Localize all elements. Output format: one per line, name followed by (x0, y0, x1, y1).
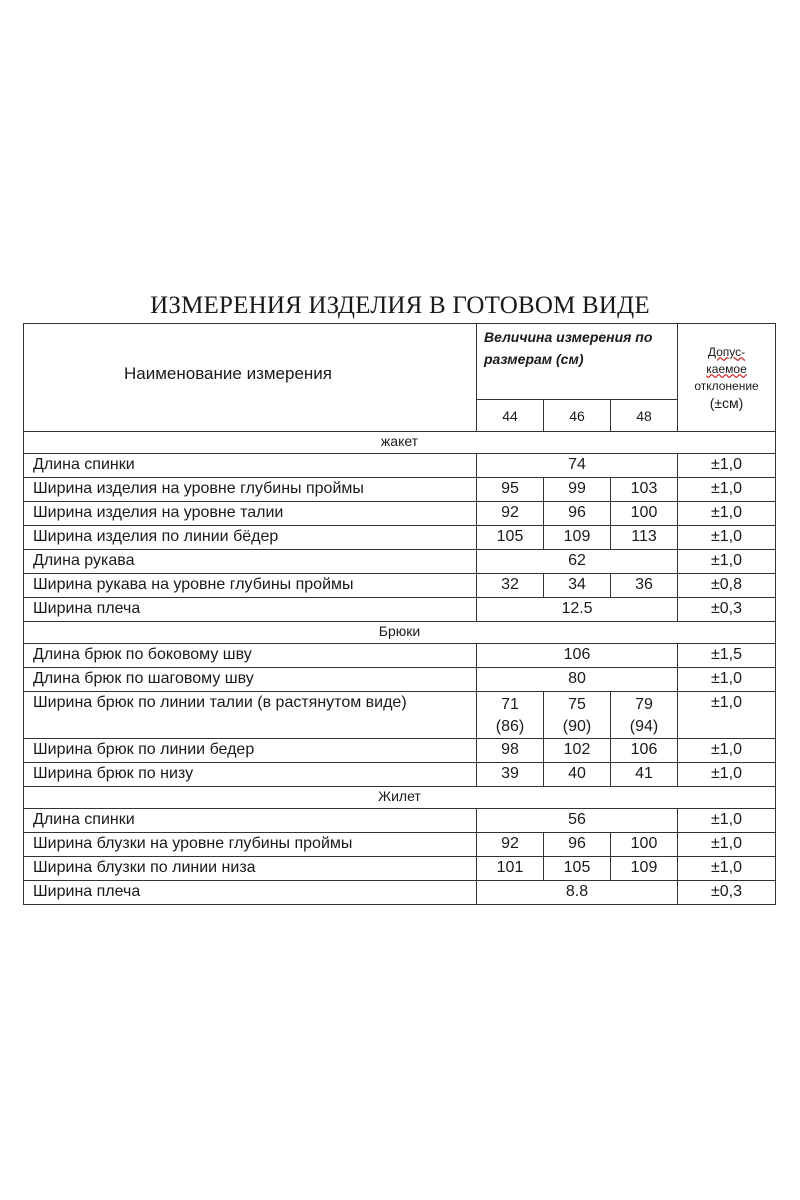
row-value-48: 106 (611, 739, 678, 763)
row-name: Ширина брюк по линии талии (в растянутом виде) (24, 692, 477, 739)
section-row (24, 432, 776, 454)
row-value-48: 103 (611, 478, 678, 502)
header-tol-line2: каемое (706, 361, 747, 376)
row-tolerance: ±1,0 (678, 857, 776, 881)
row-value-46: 109 (544, 526, 611, 550)
header-size-label: Величина измерения по размерам (см) (477, 324, 678, 400)
row-value-44: 92 (477, 502, 544, 526)
table-row (24, 668, 776, 692)
row-name: Ширина блузки на уровне глубины проймы (24, 833, 477, 857)
section-row (24, 622, 776, 644)
row-name: Длина брюк по шаговому шву (24, 668, 477, 692)
table-row (24, 644, 776, 668)
row-tolerance: ±1,0 (678, 833, 776, 857)
row-value-46: 34 (544, 574, 611, 598)
row-value-48: 41 (611, 763, 678, 787)
row-tolerance: ±0,3 (678, 598, 776, 622)
row-name: Ширина блузки по линии низа (24, 857, 477, 881)
row-tolerance: ±1,0 (678, 526, 776, 550)
section-vest-title: Жилет (24, 787, 776, 809)
table-row (24, 502, 776, 526)
header-tol-line3: отклонение (694, 378, 759, 393)
value-46-primary: 75 (568, 696, 586, 713)
header-row (24, 324, 776, 400)
value-44-stretched: (86) (495, 718, 525, 735)
row-tolerance: ±1,0 (678, 502, 776, 526)
section-jacket-title: жакет (24, 432, 776, 454)
row-name: Ширина плеча (24, 598, 477, 622)
row-value-44: 98 (477, 739, 544, 763)
header-name-cell (24, 324, 477, 432)
row-value-all: 62 (477, 550, 678, 574)
row-value-all: 80 (477, 668, 678, 692)
row-tolerance: ±1,0 (678, 550, 776, 574)
table-row (24, 739, 776, 763)
row-tolerance: ±1,0 (678, 454, 776, 478)
row-tolerance: ±0,3 (678, 881, 776, 905)
table-row (24, 478, 776, 502)
size-46-header: 46 (544, 400, 611, 432)
row-name: Ширина рукава на уровне глубины проймы (24, 574, 477, 598)
row-value-all: 56 (477, 809, 678, 833)
row-value-44: 105 (477, 526, 544, 550)
row-value-46: 102 (544, 739, 611, 763)
row-value-48: 109 (611, 857, 678, 881)
row-value-48: 100 (611, 502, 678, 526)
row-tolerance: ±0,8 (678, 574, 776, 598)
row-value-48 (611, 692, 678, 739)
row-value-all: 12.5 (477, 598, 678, 622)
row-value-44: 92 (477, 833, 544, 857)
header-tol-line1: Допус- (707, 344, 746, 359)
row-value-46: 99 (544, 478, 611, 502)
row-value-48: 100 (611, 833, 678, 857)
row-value-all: 74 (477, 454, 678, 478)
value-44-primary: 71 (501, 696, 519, 713)
row-value-all: 8.8 (477, 881, 678, 905)
row-name: Ширина плеча (24, 881, 477, 905)
row-name: Длина спинки (24, 454, 477, 478)
table-row (24, 763, 776, 787)
table-row (24, 881, 776, 905)
size-48-header: 48 (611, 400, 678, 432)
row-name: Ширина изделия на уровне талии (24, 502, 477, 526)
value-48-stretched: (94) (629, 718, 659, 735)
row-value-44: 32 (477, 574, 544, 598)
table-row (24, 598, 776, 622)
table-row (24, 454, 776, 478)
header-name-label: Наименование измерения (124, 363, 333, 383)
row-value-48: 36 (611, 574, 678, 598)
row-name: Ширина изделия по линии бёдер (24, 526, 477, 550)
row-value-44: 101 (477, 857, 544, 881)
row-name: Длина рукава (24, 550, 477, 574)
row-name: Длина спинки (24, 809, 477, 833)
table-row (24, 809, 776, 833)
row-name: Ширина изделия на уровне глубины проймы (24, 478, 477, 502)
row-value-46 (544, 692, 611, 739)
row-tolerance: ±1,5 (678, 644, 776, 668)
table-row (24, 857, 776, 881)
row-value-all: 106 (477, 644, 678, 668)
row-name: Длина брюк по боковому шву (24, 644, 477, 668)
header-tol-line4: (±см) (709, 394, 744, 411)
section-row (24, 787, 776, 809)
row-value-44 (477, 692, 544, 739)
size-44-header: 44 (477, 400, 544, 432)
value-48-primary: 79 (635, 696, 653, 713)
row-value-48: 113 (611, 526, 678, 550)
row-value-46: 96 (544, 502, 611, 526)
row-name: Ширина брюк по линии бедер (24, 739, 477, 763)
row-tolerance: ±1,0 (678, 478, 776, 502)
row-value-46: 40 (544, 763, 611, 787)
header-tolerance-cell (678, 324, 776, 432)
table-row (24, 526, 776, 550)
row-tolerance: ±1,0 (678, 809, 776, 833)
table-row (24, 833, 776, 857)
table-row (24, 692, 776, 739)
row-value-44: 95 (477, 478, 544, 502)
value-46-stretched: (90) (562, 718, 592, 735)
section-trousers-title: Брюки (24, 622, 776, 644)
row-value-44: 39 (477, 763, 544, 787)
row-value-46: 96 (544, 833, 611, 857)
row-tolerance: ±1,0 (678, 692, 776, 739)
measurements-table (23, 323, 776, 905)
page-title: ИЗМЕРЕНИЯ ИЗДЕЛИЯ В ГОТОВОМ ВИДЕ (150, 292, 650, 319)
table-row (24, 550, 776, 574)
row-name: Ширина брюк по низу (24, 763, 477, 787)
row-value-46: 105 (544, 857, 611, 881)
table-row (24, 574, 776, 598)
row-tolerance: ±1,0 (678, 668, 776, 692)
row-tolerance: ±1,0 (678, 739, 776, 763)
row-tolerance: ±1,0 (678, 763, 776, 787)
